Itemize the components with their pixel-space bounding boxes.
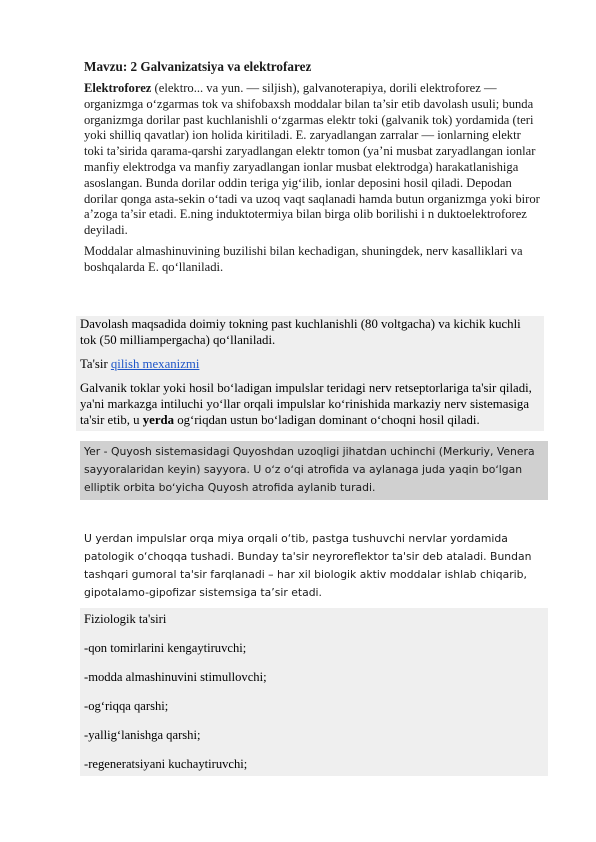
treatment-block xyxy=(76,316,544,431)
neuroreflex-text: U yerdan impulslar orqa miya orqali o‘tib, pastga tushuvchi nervlar yordamida patologik o‘choqqa tushadi. Bunday ta'sir neyroreflektor ta'sir deb ataladi. Bundan tashqari gumoral ta'sir farqlanadi – har xil biologik aktiv moddalar ishlab chiqarib, gipotalamo-gipofizar sistemsiga ta’sir etadi. xyxy=(84,532,532,599)
term-elektroforez: Elektroforez xyxy=(84,81,152,95)
intro-paragraph xyxy=(84,81,542,239)
physiological-effects-block xyxy=(80,608,548,776)
effect-item: -modda almashinuvini stimullovchi; xyxy=(84,670,267,684)
document-page xyxy=(84,58,542,276)
effect-item: -og‘riqqa qarshi; xyxy=(84,699,169,713)
earth-definition-text: Yer - Quyosh sistemasidagi Quyoshdan uzoqligi jihatdan uchinchi (Merkuriy, Venera sayyoralaridan keyin) sayyora. U oʻz oʻqi atrofida va aylanaga juda yaqin boʻlgan elliptik orbita boʻyicha Quyosh atrofida aylanib turadi. xyxy=(84,445,535,494)
mechanism-text-b: og‘riqdan ustun bo‘ladigan dominant o‘choqni hosil qiladi. xyxy=(174,413,480,427)
mechanism-heading xyxy=(80,356,540,372)
page-title: Mavzu: 2 Galvanizatsiya va elektrofarez xyxy=(84,59,312,74)
mechanism-paragraph xyxy=(80,380,540,431)
effects-heading: Fiziologik ta'siri xyxy=(84,612,167,626)
earth-definition-block xyxy=(80,441,548,500)
mechanism-bold-word: yerda xyxy=(142,413,175,427)
usage-paragraph: Moddalar almashinuvining buzilishi bilan kechadigan, shuningdek, nerv kasalliklari va boshqalarda E. qo‘llaniladi. xyxy=(84,243,523,274)
effect-item: -yallig‘lanishga qarshi; xyxy=(84,728,201,742)
intro-body: (elektro... va yun. — siljish), galvanoterapiya, dorili elektroforez — organizmga o‘zgarmas tok va shifobaxsh moddalar bilan ta’sir etib davolash usuli; bunda organizmga dorilar past kuchlanishli o‘zgarmas elektr toki (galvanik tok) yordamida (teri yoki shilliq qavatlar) ion holida kiritiladi. E. zaryadlangan zarralar — ionlarning elektr toki ta’sirida qarama-qarshi zaryadlangan elektr tomon (ya’ni musbat zaryadlangan ionlar manfiy elektrodga va manfiy zaryadlangan ionlar musbat elektrodga) harakatlanishiga asoslangan. Bunda dorilar oddin teriga yig‘ilib, ionlar deposini hosil qiladi. Depodan dorilar qonga asta-sekin o‘tadi va uzoq vaqt saqlanadi hamda butun organizmga yoki biror a’zoga ta’sir etadi. E.ning induktotermiya bilan birga olib borilishi i n duktoelektroforez deyiladi. xyxy=(84,81,540,238)
mechanism-text-a: Galvanik toklar yoki hosil bo‘ladigan impulslar teridagi nerv retseptorlariga ta'sir qiladi, ya'ni markazga intiluchi yo‘llar orqali impulslar ko‘rinishida markaziy nerv sistemasiga ta'sir etib, u xyxy=(80,381,532,427)
mechanism-link[interactable]: qilish mexanizmi xyxy=(110,357,200,371)
mechanism-prefix: Ta'sir xyxy=(80,357,111,371)
treatment-parameters: Davolash maqsadida doimiy tokning past kuchlanishli (80 voltgacha) va kichik kuchli tok (50 milliampergacha) qo‘llaniladi. xyxy=(80,317,521,347)
effect-item: -qon tomirlarini kengaytiruvchi; xyxy=(84,641,247,655)
neuroreflex-block xyxy=(84,530,540,602)
effect-item: -regeneratsiyani kuchaytiruvchi; xyxy=(84,757,248,771)
